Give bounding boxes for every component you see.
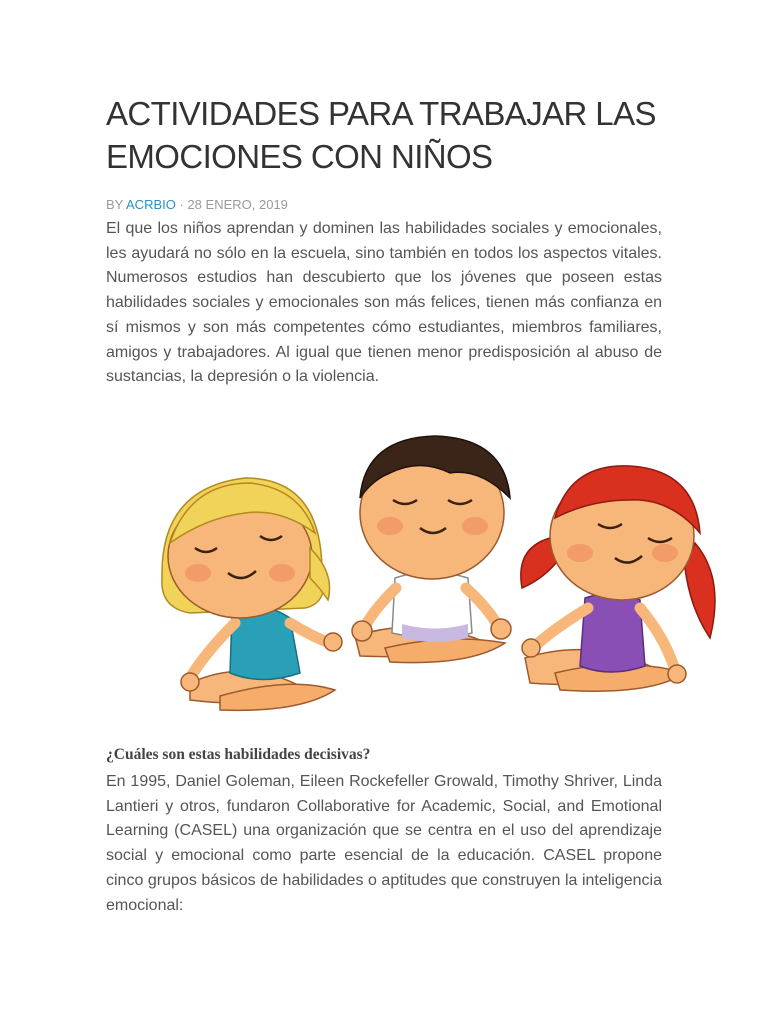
intro-paragraph: El que los niños aprendan y dominen las habilidades sociales y emocionales, les ayudará no sólo en la escuela, sino también en todos los aspectos vitales. Numerosos estudios han descubierto que los jóvenes que poseen estas habilidades sociales y emocionales son más felices, tienen más confianza en sí mismos y son más competentes cómo estudiantes, miembros familiares, amigos y trabajadores. Al igual que tienen menor predisposición al abuso de sustancias, la depresión o la violencia. — [106, 220, 662, 386]
article-title: ACTIVIDADES PARA TRABAJAR LAS EMOCIONES CON NIÑOS — [106, 95, 656, 175]
article-meta — [106, 197, 662, 213]
child-red-hair — [521, 466, 715, 691]
child-blonde — [162, 478, 342, 710]
section-paragraph: En 1995, Daniel Goleman, Eileen Rockefeller Growald, Timothy Shriver, Linda Lantieri y otros, fundaron Collaborative for Academic, Social, and Emotional Learning (CASEL) una organización que se centra en el uso del aprendizaje social y emocional como parte esencial de la educación. CASEL propone cinco grupos básicos de habilidades o aptitudes que construyen la inteligencia emocional: — [106, 773, 662, 914]
meta-separator: · — [179, 197, 184, 212]
byline-label: BY — [106, 197, 124, 212]
child-dark-hair — [352, 436, 511, 663]
meditating-children-illustration — [150, 428, 730, 723]
publish-date: 28 ENERO, 2019 — [187, 197, 288, 212]
article — [106, 92, 662, 390]
section-heading: ¿Cuáles son estas habilidades decisivas? — [106, 746, 371, 763]
author-link[interactable]: ACRBIO — [126, 197, 176, 212]
